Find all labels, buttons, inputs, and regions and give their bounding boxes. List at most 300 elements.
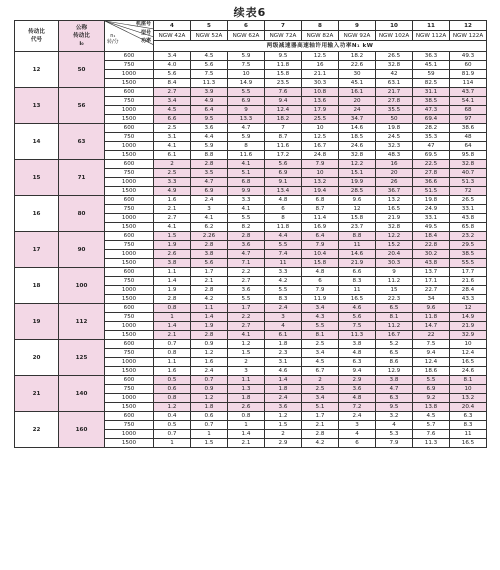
power-value-cell: 1.5: [265, 421, 302, 430]
power-value-cell: 3.3: [265, 268, 302, 277]
power-value-cell: 1.9: [154, 241, 191, 250]
power-value-cell: 22.6: [339, 61, 376, 70]
power-value-cell: 48: [450, 133, 487, 142]
power-value-cell: 27.8: [413, 169, 450, 178]
power-value-cell: 2: [265, 430, 302, 439]
speed-cell: 1500: [105, 79, 154, 88]
power-value-cell: 49.5: [413, 223, 450, 232]
power-value-cell: 11: [265, 259, 302, 268]
power-value-cell: 7.9: [302, 286, 339, 295]
frame-number-3: 6: [228, 21, 265, 31]
power-value-cell: 18.2: [265, 115, 302, 124]
power-value-cell: 24: [339, 106, 376, 115]
power-value-cell: 50: [376, 115, 413, 124]
power-value-cell: 2.6: [228, 403, 265, 412]
power-value-cell: 20: [376, 169, 413, 178]
power-value-cell: 32.9: [450, 331, 487, 340]
power-value-cell: 6.3: [339, 358, 376, 367]
power-value-cell: 3.1: [265, 358, 302, 367]
power-value-cell: 4.4: [265, 232, 302, 241]
power-value-cell: 26.5: [450, 196, 487, 205]
power-value-cell: 2: [154, 160, 191, 169]
power-value-cell: 6.5: [376, 304, 413, 313]
power-value-cell: 4.1: [228, 331, 265, 340]
power-value-cell: 3.3: [154, 178, 191, 187]
speed-cell: 1000: [105, 322, 154, 331]
table-row: [15, 340, 487, 349]
power-value-cell: 1.9: [191, 322, 228, 331]
speed-cell: 600: [105, 340, 154, 349]
power-value-cell: 9.9: [228, 187, 265, 196]
speed-cell: 1000: [105, 70, 154, 79]
power-value-cell: 1.6: [154, 367, 191, 376]
power-value-cell: 1.5: [154, 232, 191, 241]
speed-cell: 1000: [105, 394, 154, 403]
power-value-cell: 48.3: [376, 151, 413, 160]
power-value-cell: 22.3: [376, 295, 413, 304]
power-value-cell: 9: [376, 268, 413, 277]
power-value-cell: 6: [339, 439, 376, 448]
power-value-cell: 9.2: [413, 394, 450, 403]
power-value-cell: 43.8: [450, 214, 487, 223]
power-value-cell: 2.4: [265, 304, 302, 313]
power-value-cell: 30.3: [302, 79, 339, 88]
power-value-cell: 2.8: [302, 430, 339, 439]
power-value-cell: 36.6: [413, 178, 450, 187]
document-title: 续表6: [233, 6, 267, 19]
power-value-cell: 6.9: [265, 169, 302, 178]
power-value-cell: 4.1: [228, 160, 265, 169]
power-value-cell: 2.3: [265, 349, 302, 358]
power-value-cell: 69.4: [413, 115, 450, 124]
power-value-cell: 1.7: [228, 304, 265, 313]
power-value-cell: 1.1: [191, 304, 228, 313]
power-value-cell: 0.9: [191, 340, 228, 349]
power-value-cell: 3.5: [191, 169, 228, 178]
power-value-cell: 49.3: [450, 52, 487, 61]
power-value-cell: 24.8: [302, 151, 339, 160]
power-value-cell: 21.6: [450, 277, 487, 286]
power-value-cell: 6.4: [302, 232, 339, 241]
power-value-cell: 4.8: [339, 394, 376, 403]
power-value-cell: 12.5: [302, 52, 339, 61]
power-value-cell: 63.1: [376, 79, 413, 88]
power-value-cell: 1.7: [191, 268, 228, 277]
speed-cell: 1500: [105, 187, 154, 196]
power-value-cell: 21.1: [302, 70, 339, 79]
power-value-cell: 3.8: [154, 259, 191, 268]
power-value-cell: 5.5: [228, 88, 265, 97]
power-value-cell: 5.5: [228, 214, 265, 223]
nominal-ratio-cell: 80: [59, 196, 105, 232]
power-value-cell: 21.9: [450, 322, 487, 331]
ratio-code-cell: 17: [15, 232, 59, 268]
speed-cell: 750: [105, 205, 154, 214]
speed-cell: 600: [105, 304, 154, 313]
speed-cell: 1500: [105, 223, 154, 232]
power-value-cell: 2.8: [191, 331, 228, 340]
power-value-cell: 2.5: [154, 169, 191, 178]
power-value-cell: 38.6: [450, 124, 487, 133]
power-value-cell: 6.4: [191, 106, 228, 115]
speed-cell: 750: [105, 349, 154, 358]
power-value-cell: 18.5: [339, 133, 376, 142]
power-value-cell: 1.4: [154, 322, 191, 331]
model-name-6: NGW 92A: [339, 31, 376, 41]
power-value-cell: 0.9: [191, 385, 228, 394]
power-value-cell: 2.1: [302, 421, 339, 430]
power-value-cell: 2.7: [228, 322, 265, 331]
power-value-cell: 4.7: [191, 178, 228, 187]
power-value-cell: 8.3: [450, 421, 487, 430]
speed-cell: 1500: [105, 259, 154, 268]
power-value-cell: 21.9: [376, 214, 413, 223]
power-value-cell: 1.8: [228, 394, 265, 403]
power-value-cell: 1.4: [228, 430, 265, 439]
power-value-cell: 59: [413, 70, 450, 79]
power-value-cell: 3.1: [154, 133, 191, 142]
power-value-cell: 1.2: [191, 394, 228, 403]
power-value-cell: 11: [450, 430, 487, 439]
power-value-cell: 9.5: [191, 115, 228, 124]
power-value-cell: 5.5: [413, 376, 450, 385]
power-value-cell: 35.3: [413, 133, 450, 142]
power-value-cell: 4.5: [302, 358, 339, 367]
speed-header-text: n₁ 转/分: [107, 33, 119, 45]
power-value-cell: 28.5: [339, 187, 376, 196]
power-value-cell: 15.2: [376, 241, 413, 250]
nominal-ratio-header: [59, 21, 105, 52]
power-value-cell: 32.3: [376, 142, 413, 151]
frame-number-7: 10: [376, 21, 413, 31]
model-name-4: NGW 72A: [265, 31, 302, 41]
power-value-cell: 2.2: [228, 268, 265, 277]
power-value-cell: 7.9: [302, 241, 339, 250]
power-value-cell: 4.9: [191, 97, 228, 106]
nominal-ratio-cell: 100: [59, 268, 105, 304]
power-value-cell: 13.2: [450, 394, 487, 403]
power-value-cell: 6: [302, 277, 339, 286]
table-row: [15, 376, 487, 385]
speed-cell: 600: [105, 268, 154, 277]
power-value-cell: 3.3: [228, 196, 265, 205]
power-value-cell: 2.7: [228, 277, 265, 286]
power-value-cell: 6.6: [339, 268, 376, 277]
power-value-cell: 51.3: [450, 178, 487, 187]
power-value-cell: 4.5: [191, 52, 228, 61]
power-value-cell: 33.1: [450, 205, 487, 214]
power-value-cell: 8.1: [450, 376, 487, 385]
header-row-numbers: [15, 21, 487, 31]
power-value-cell: 20: [339, 97, 376, 106]
power-value-cell: 19.8: [413, 196, 450, 205]
power-value-cell: 24.5: [376, 133, 413, 142]
power-value-cell: 1.8: [265, 385, 302, 394]
power-value-cell: 4: [376, 421, 413, 430]
power-value-cell: 12.2: [339, 160, 376, 169]
ratio-code-cell: 15: [15, 160, 59, 196]
speed-cell: 750: [105, 97, 154, 106]
power-value-cell: 13.6: [302, 97, 339, 106]
power-value-cell: 43.3: [450, 295, 487, 304]
power-value-cell: 64: [450, 142, 487, 151]
table-row: [15, 232, 487, 241]
power-value-cell: 17.9: [302, 106, 339, 115]
power-value-cell: 43.8: [413, 259, 450, 268]
ratio-code-cell: 19: [15, 304, 59, 340]
power-value-cell: 4.8: [302, 268, 339, 277]
power-value-cell: 16.5: [450, 439, 487, 448]
power-value-cell: 30: [339, 70, 376, 79]
power-value-cell: 11.2: [376, 277, 413, 286]
power-value-cell: 2.4: [265, 394, 302, 403]
power-value-cell: 16.5: [376, 205, 413, 214]
power-value-cell: 9: [228, 106, 265, 115]
power-value-cell: 10: [302, 169, 339, 178]
power-value-cell: 4: [339, 430, 376, 439]
power-value-cell: 1.7: [302, 412, 339, 421]
power-value-cell: 11: [339, 286, 376, 295]
power-value-cell: 5.7: [413, 421, 450, 430]
power-value-cell: 1: [191, 430, 228, 439]
power-value-cell: 11.4: [302, 214, 339, 223]
power-value-cell: 10: [302, 124, 339, 133]
power-value-cell: 1.5: [191, 439, 228, 448]
power-value-cell: 16: [376, 160, 413, 169]
model-name-8: NGW 112A: [413, 31, 450, 41]
power-value-cell: 3.4: [154, 52, 191, 61]
power-value-cell: 1.5: [228, 349, 265, 358]
ratio-code-cell: 14: [15, 124, 59, 160]
power-value-cell: 32.8: [376, 61, 413, 70]
power-value-cell: 42: [376, 70, 413, 79]
power-value-cell: 4.2: [302, 439, 339, 448]
power-value-cell: 5.5: [228, 295, 265, 304]
power-value-cell: 14.7: [413, 322, 450, 331]
power-value-cell: 40.7: [450, 169, 487, 178]
power-value-cell: 4.2: [265, 277, 302, 286]
ratio-code-cell: 20: [15, 340, 59, 376]
table-caption: 两级减速器高速轴许用输入功率N₁ kW: [154, 41, 487, 52]
power-value-cell: 3.6: [191, 124, 228, 133]
power-value-cell: 8.8: [191, 151, 228, 160]
power-value-cell: 16: [302, 61, 339, 70]
power-value-cell: 2: [228, 358, 265, 367]
frame-number-6: 9: [339, 21, 376, 31]
power-value-cell: 1.4: [265, 376, 302, 385]
power-value-cell: 26: [376, 178, 413, 187]
power-value-cell: 11.6: [228, 151, 265, 160]
speed-cell: 600: [105, 196, 154, 205]
power-value-cell: 2.1: [228, 439, 265, 448]
power-value-cell: 7.5: [228, 61, 265, 70]
power-value-cell: 16.7: [302, 142, 339, 151]
power-value-cell: 2.1: [191, 277, 228, 286]
speed-cell: 1000: [105, 142, 154, 151]
speed-cell: 1500: [105, 115, 154, 124]
model-name-7: NGW 102A: [376, 31, 413, 41]
power-value-cell: 1.8: [191, 403, 228, 412]
power-value-cell: 5.6: [191, 61, 228, 70]
power-value-cell: 1.3: [228, 385, 265, 394]
power-value-cell: 15.1: [339, 169, 376, 178]
power-value-cell: 45.1: [339, 79, 376, 88]
power-value-cell: 82.5: [413, 79, 450, 88]
power-value-cell: 13.2: [376, 196, 413, 205]
power-value-cell: 9.1: [265, 178, 302, 187]
power-value-cell: 2.7: [154, 88, 191, 97]
power-value-cell: 3.8: [339, 340, 376, 349]
power-value-cell: 11.8: [413, 313, 450, 322]
power-value-cell: 30.2: [413, 250, 450, 259]
power-value-cell: 4.1: [228, 205, 265, 214]
power-value-cell: 4.7: [376, 385, 413, 394]
power-value-cell: 1.2: [265, 412, 302, 421]
power-value-cell: 1.2: [191, 349, 228, 358]
power-value-cell: 25.5: [302, 115, 339, 124]
power-value-cell: 4.8: [265, 196, 302, 205]
power-value-cell: 4.6: [339, 304, 376, 313]
power-value-cell: 0.7: [191, 376, 228, 385]
power-value-cell: 0.5: [154, 376, 191, 385]
power-value-cell: 9.5: [265, 52, 302, 61]
power-value-cell: 1.4: [154, 277, 191, 286]
power-value-cell: 51.5: [413, 187, 450, 196]
power-value-cell: 8.7: [302, 205, 339, 214]
power-value-cell: 33.1: [413, 214, 450, 223]
power-value-cell: 4.9: [154, 187, 191, 196]
power-value-cell: 60: [450, 61, 487, 70]
power-value-cell: 13.8: [413, 403, 450, 412]
power-value-cell: 9.4: [265, 97, 302, 106]
speed-cell: 600: [105, 88, 154, 97]
power-value-cell: 22.5: [413, 160, 450, 169]
power-value-cell: 5.9: [191, 142, 228, 151]
power-value-cell: 2.5: [302, 340, 339, 349]
power-value-cell: 1.1: [154, 358, 191, 367]
speed-cell: 750: [105, 421, 154, 430]
power-value-cell: 3: [228, 367, 265, 376]
power-value-cell: 5.5: [265, 241, 302, 250]
power-value-cell: 4: [265, 322, 302, 331]
power-value-cell: 1.9: [154, 286, 191, 295]
power-value-cell: 0.5: [154, 421, 191, 430]
power-value-cell: 0.6: [154, 385, 191, 394]
power-value-cell: 27.8: [376, 97, 413, 106]
power-value-cell: 0.4: [154, 412, 191, 421]
power-value-cell: 8.8: [339, 232, 376, 241]
power-value-cell: 6.6: [154, 115, 191, 124]
power-value-cell: 5.2: [376, 340, 413, 349]
power-value-cell: 47: [413, 142, 450, 151]
power-value-cell: 3.4: [302, 349, 339, 358]
power-value-cell: 7: [265, 124, 302, 133]
power-value-cell: 15.8: [302, 259, 339, 268]
power-value-cell: 3.4: [302, 304, 339, 313]
power-value-cell: 3.4: [302, 394, 339, 403]
frame-number-5: 8: [302, 21, 339, 31]
power-value-cell: 18.2: [339, 52, 376, 61]
table-row: [15, 196, 487, 205]
power-value-cell: 7.5: [191, 70, 228, 79]
speed-cell: 600: [105, 160, 154, 169]
model-name-1: NGW 42A: [154, 31, 191, 41]
power-value-cell: 13.4: [265, 187, 302, 196]
nominal-ratio-cell: 50: [59, 52, 105, 88]
power-value-cell: 4.4: [191, 133, 228, 142]
frame-number-9: 12: [450, 21, 487, 31]
power-value-cell: 6: [265, 205, 302, 214]
power-value-cell: 4.3: [302, 313, 339, 322]
nominal-ratio-cell: 112: [59, 304, 105, 340]
power-value-cell: 1.1: [154, 268, 191, 277]
power-value-cell: 11.6: [265, 142, 302, 151]
power-value-cell: 18.4: [413, 232, 450, 241]
power-value-cell: 8.7: [265, 133, 302, 142]
power-value-cell: 15: [376, 286, 413, 295]
power-value-cell: 1.6: [191, 358, 228, 367]
power-value-cell: 24.6: [450, 367, 487, 376]
power-value-cell: 35.5: [376, 106, 413, 115]
power-value-cell: 12.9: [376, 367, 413, 376]
speed-cell: 750: [105, 241, 154, 250]
speed-cell: 1000: [105, 358, 154, 367]
power-value-cell: 12.4: [450, 349, 487, 358]
power-value-cell: 12.4: [265, 106, 302, 115]
power-value-cell: 8: [265, 214, 302, 223]
speed-cell: 600: [105, 124, 154, 133]
table-row: [15, 304, 487, 313]
power-value-cell: 7.5: [339, 322, 376, 331]
speed-cell: 750: [105, 385, 154, 394]
speed-cell: 1500: [105, 367, 154, 376]
power-value-cell: 7.1: [228, 259, 265, 268]
speed-cell: 600: [105, 232, 154, 241]
power-value-cell: 6.2: [191, 223, 228, 232]
power-value-cell: 5.1: [302, 403, 339, 412]
power-value-cell: 2.8: [228, 232, 265, 241]
power-value-cell: 32.8: [450, 160, 487, 169]
ratio-code-cell: 21: [15, 376, 59, 412]
power-value-cell: 4.5: [154, 106, 191, 115]
power-value-cell: 4.7: [228, 124, 265, 133]
power-value-cell: 3: [265, 313, 302, 322]
power-value-cell: 0.8: [154, 304, 191, 313]
power-value-cell: 14.9: [228, 79, 265, 88]
power-value-cell: 4.1: [191, 214, 228, 223]
power-value-cell: 7.2: [339, 403, 376, 412]
power-value-cell: 0.8: [228, 412, 265, 421]
power-value-cell: 3.6: [265, 403, 302, 412]
power-value-cell: 4.1: [154, 223, 191, 232]
speed-cell: 750: [105, 169, 154, 178]
power-value-cell: 2.1: [154, 331, 191, 340]
speed-cell: 750: [105, 61, 154, 70]
diagonal-label-frame: 机座号: [135, 21, 151, 27]
power-value-cell: 6.3: [376, 394, 413, 403]
speed-cell: 750: [105, 133, 154, 142]
power-value-cell: 69.5: [413, 151, 450, 160]
speed-cell: 600: [105, 376, 154, 385]
power-value-cell: 4.2: [191, 295, 228, 304]
power-value-cell: 5.9: [228, 52, 265, 61]
power-value-cell: 38.5: [413, 97, 450, 106]
table-row: [15, 52, 487, 61]
power-value-cell: 1.8: [265, 340, 302, 349]
power-value-cell: 4.7: [228, 250, 265, 259]
speed-cell: 600: [105, 412, 154, 421]
power-value-cell: 12.5: [302, 133, 339, 142]
